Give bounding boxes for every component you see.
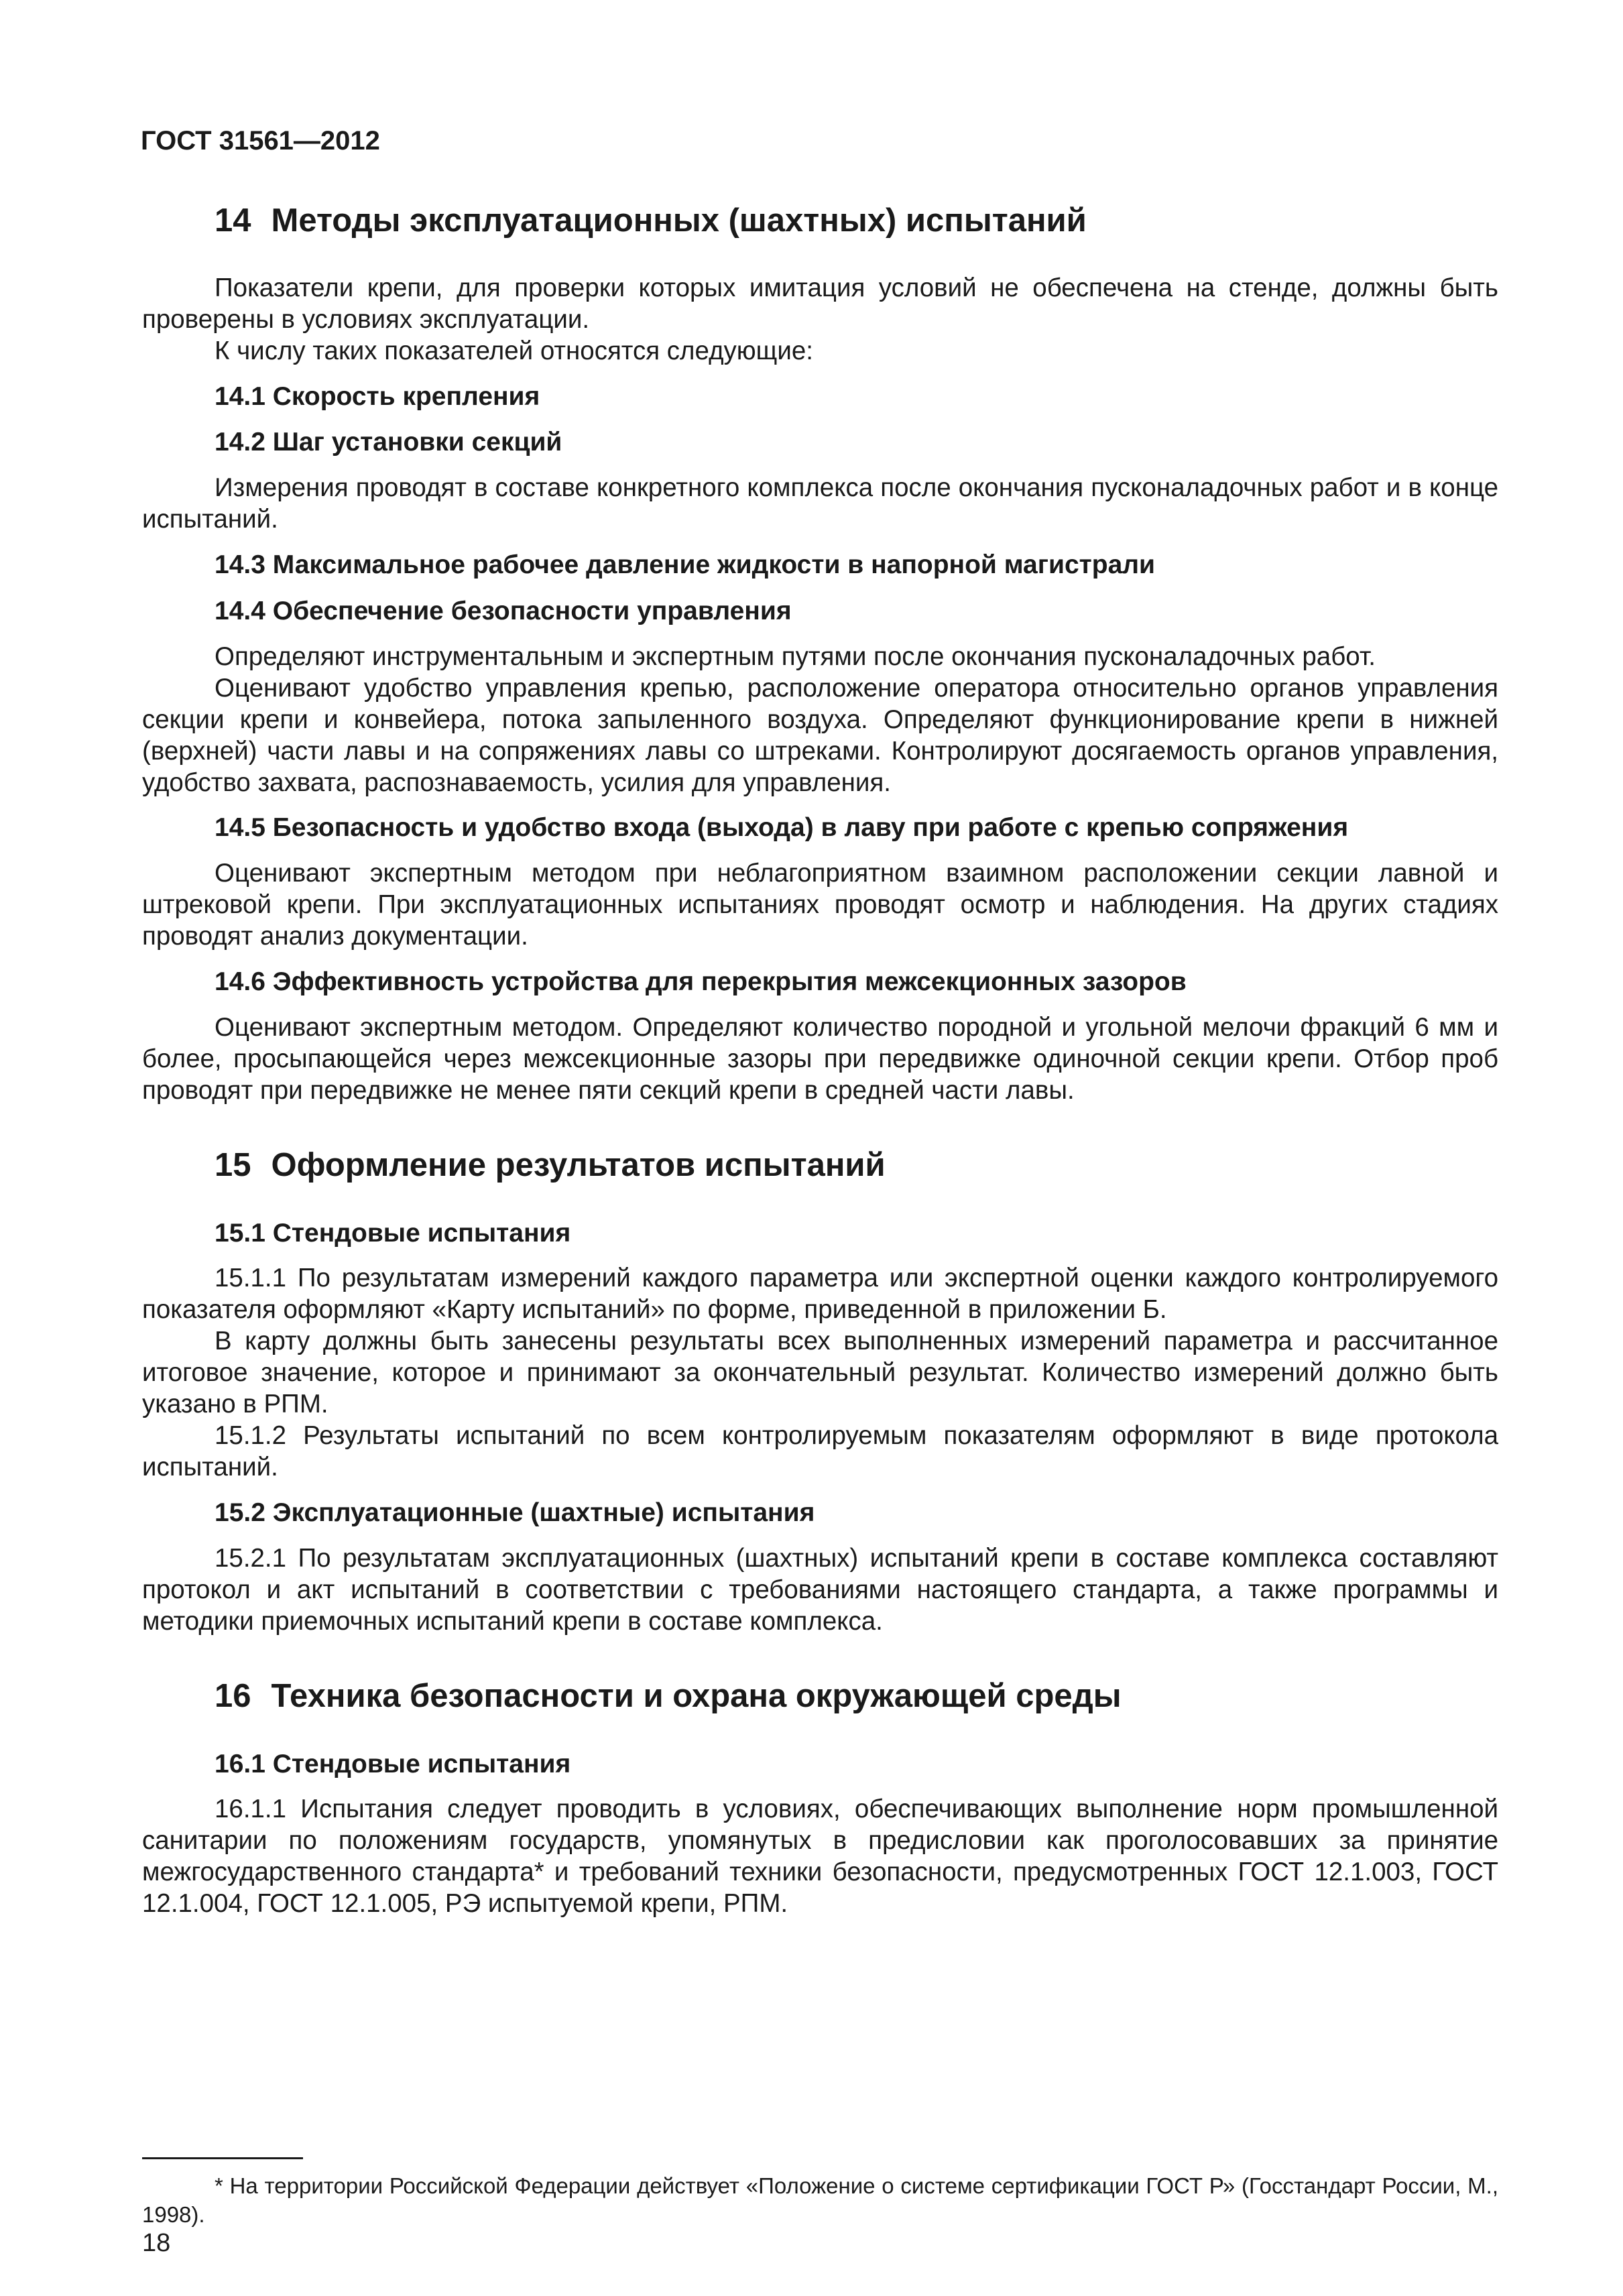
section-16-number: 16: [215, 1677, 251, 1714]
subsection-14-6-heading: 14.6 Эффективность устройства для перекрытия межсекционных зазоров: [215, 967, 1187, 997]
subsection-15-1-paragraph-2: В карту должны быть занесены результаты всех выполненных измерений параметра и рассчитанное итоговое значение, которое и принимают за окончательный результат. Количество измерений должно быть указано в РПМ.: [142, 1327, 1498, 1419]
section-15-number: 15: [215, 1146, 251, 1183]
subsection-14-1-heading: 14.1 Скорость крепления: [215, 381, 540, 411]
section-15-heading: [142, 1146, 1498, 1185]
page-number: 18: [142, 2229, 171, 2257]
subsection-16-1-paragraph: 16.1.1 Испытания следует проводить в условиях, обеспечивающих выполнение норм промышленной санитарии по положениям государств, упомянутых в предисловии как проголосовавших за принятие межгосударственного стандарта* и требований техники безопасности, предусмотренных ГОСТ 12.1.003, ГОСТ 12.1.004, ГОСТ 12.1.005, РЭ испытуемой крепи, РПМ.: [142, 1795, 1498, 1919]
footnote-separator: [142, 2157, 303, 2159]
subsection-15-2-heading: 15.2 Эксплуатационные (шахтные) испытания: [215, 1498, 815, 1528]
subsection-16-1-heading: 16.1 Стендовые испытания: [215, 1749, 571, 1778]
subsection-15-2-paragraph: 15.2.1 По результатам эксплуатационных (шахтных) испытаний крепи в составе комплекса составляют протокол и акт испытаний в соответствии с требованиями настоящего стандарта, а также программы и методики приемочных испытаний крепи в составе комплекса.: [142, 1543, 1498, 1636]
section-14-paragraph-2: К числу таких показателей относятся следующие:: [215, 336, 813, 365]
section-14-title: Методы эксплуатационных (шахтных) испытаний: [271, 202, 1087, 239]
document-id-header: ГОСТ 31561—2012: [141, 126, 380, 156]
footnote: * На территории Российской Федерации действует «Положение о системе сертификации ГОСТ Р» (Госстандарт России, М., 1998).: [142, 2173, 1498, 2227]
subsection-15-1-paragraph-3: 15.1.2 Результаты испытаний по всем контролируемым показателям оформляют в виде протокола испытаний.: [142, 1421, 1498, 1482]
subsection-14-4-paragraph-1: Определяют инструментальным и экспертным путями после окончания пусконаладочных работ.: [215, 642, 1376, 671]
subsection-15-1-heading: 15.1 Стендовые испытания: [215, 1218, 571, 1248]
subsection-14-6-paragraph: Оценивают экспертным методом. Определяют количество породной и угольной мелочи фракций 6 мм и более, просыпающейся через межсекционные зазоры при передвижке одиночной секции крепи. Отбор проб проводят при передвижке не менее пяти секций крепи в средней части лавы.: [142, 1012, 1498, 1105]
section-15-title: Оформление результатов испытаний: [271, 1146, 886, 1183]
subsection-15-1-paragraph-1: 15.1.1 По результатам измерений каждого параметра или экспертной оценки каждого контролируемого показателя оформляют «Карту испытаний» по форме, приведенной в приложении Б.: [142, 1264, 1498, 1325]
subsection-14-2-heading: 14.2 Шаг установки секций: [215, 428, 562, 457]
subsection-14-3-heading: 14.3 Максимальное рабочее давление жидкости в напорной магистрали: [215, 550, 1156, 580]
page-content: [142, 201, 1498, 1920]
subsection-14-5-paragraph: Оценивают экспертным методом при неблагоприятном взаимном расположении секции лавной и штрековой крепи. При эксплуатационных испытаниях проводят осмотр и наблюдения. На других стадиях проводят анализ документации.: [142, 859, 1498, 951]
section-14-number: 14: [215, 202, 251, 239]
subsection-14-4-paragraph-2: Оценивают удобство управления крепью, расположение оператора относительно органов управления секции крепи и конвейера, потока запыленного воздуха. Определяют функционирование крепи в нижней (верхней) части лавы и на сопряжениях лавы со штреками. Контролируют досягаемость органов управления, удобство захвата, распознаваемость, усилия для управления.: [142, 673, 1498, 797]
subsection-14-2-paragraph: Измерения проводят в составе конкретного комплекса после окончания пусконаладочных работ и в конце испытаний.: [142, 473, 1498, 534]
section-14-paragraph-1: Показатели крепи, для проверки которых имитация условий не обеспечена на стенде, должны быть проверены в условиях эксплуатации.: [142, 273, 1498, 334]
section-16-heading: [142, 1677, 1498, 1716]
section-14-heading: [142, 201, 1498, 241]
subsection-14-4-heading: 14.4 Обеспечение безопасности управления: [215, 596, 792, 625]
subsection-14-5-heading: 14.5 Безопасность и удобство входа (выхода) в лаву при работе с крепью сопряжения: [215, 813, 1349, 843]
section-16-title: Техника безопасности и охрана окружающей среды: [271, 1677, 1122, 1714]
